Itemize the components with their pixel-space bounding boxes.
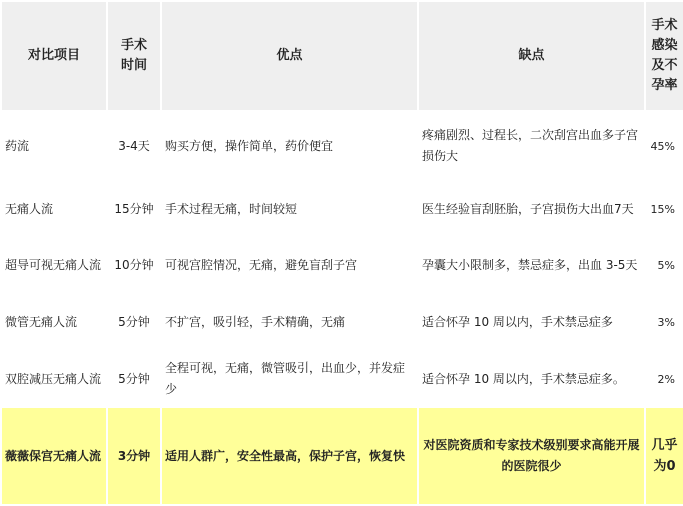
rate-cell: 5% [646, 238, 683, 292]
time-cell: 3分钟 [108, 408, 160, 504]
pros-cell: 适用人群广，安全性最高，保护子宫，恢复快 [162, 408, 417, 504]
item-cell: 超导可视无痛人流 [2, 238, 106, 292]
header-pros: 优点 [162, 2, 417, 110]
time-cell: 10分钟 [108, 238, 160, 292]
rate-cell: 3% [646, 294, 683, 350]
time-cell: 5分钟 [108, 352, 160, 406]
item-cell: 药流 [2, 112, 106, 180]
cons-cell: 对医院资质和专家技术级别要求高能开展的医院很少 [419, 408, 644, 504]
item-cell: 双腔减压无痛人流 [2, 352, 106, 406]
header-rate: 手术 感染 及不 孕率 [646, 2, 683, 110]
pros-cell: 购买方便，操作简单，药价便宜 [162, 112, 417, 180]
time-cell: 5分钟 [108, 294, 160, 350]
rate-cell: 15% [646, 182, 683, 236]
pros-cell: 不扩宫，吸引轻，手术精确，无痛 [162, 294, 417, 350]
table-row [2, 112, 683, 180]
rate-cell: 几乎为0 [646, 408, 683, 504]
cons-cell: 孕囊大小限制多，禁忌症多，出血 3-5天 [419, 238, 644, 292]
cons-cell: 疼痛剧烈、过程长，二次刮宫出血多子宫损伤大 [419, 112, 644, 180]
cons-cell: 适合怀孕 10 周以内，手术禁忌症多 [419, 294, 644, 350]
header-cons: 缺点 [419, 2, 644, 110]
cons-cell: 适合怀孕 10 周以内，手术禁忌症多。 [419, 352, 644, 406]
table-row [2, 238, 683, 292]
time-cell: 3-4天 [108, 112, 160, 180]
pros-cell: 可视宫腔情况，无痛，避免盲刮子宫 [162, 238, 417, 292]
cons-cell: 医生经验盲刮胚胎，子宫损伤大出血7天 [419, 182, 644, 236]
item-cell: 无痛人流 [2, 182, 106, 236]
table-row [2, 352, 683, 406]
header-time: 手术 时间 [108, 2, 160, 110]
pros-cell: 全程可视，无痛，微管吸引，出血少，并发症少 [162, 352, 417, 406]
highlight-row [2, 408, 683, 504]
table-row [2, 294, 683, 350]
pros-cell: 手术过程无痛，时间较短 [162, 182, 417, 236]
rate-cell: 2% [646, 352, 683, 406]
item-cell: 微管无痛人流 [2, 294, 106, 350]
header-row [2, 2, 683, 110]
item-cell: 薇薇保宫无痛人流 [2, 408, 106, 504]
header-item: 对比项目 [2, 2, 106, 110]
table-row [2, 182, 683, 236]
time-cell: 15分钟 [108, 182, 160, 236]
rate-cell: 45% [646, 112, 683, 180]
